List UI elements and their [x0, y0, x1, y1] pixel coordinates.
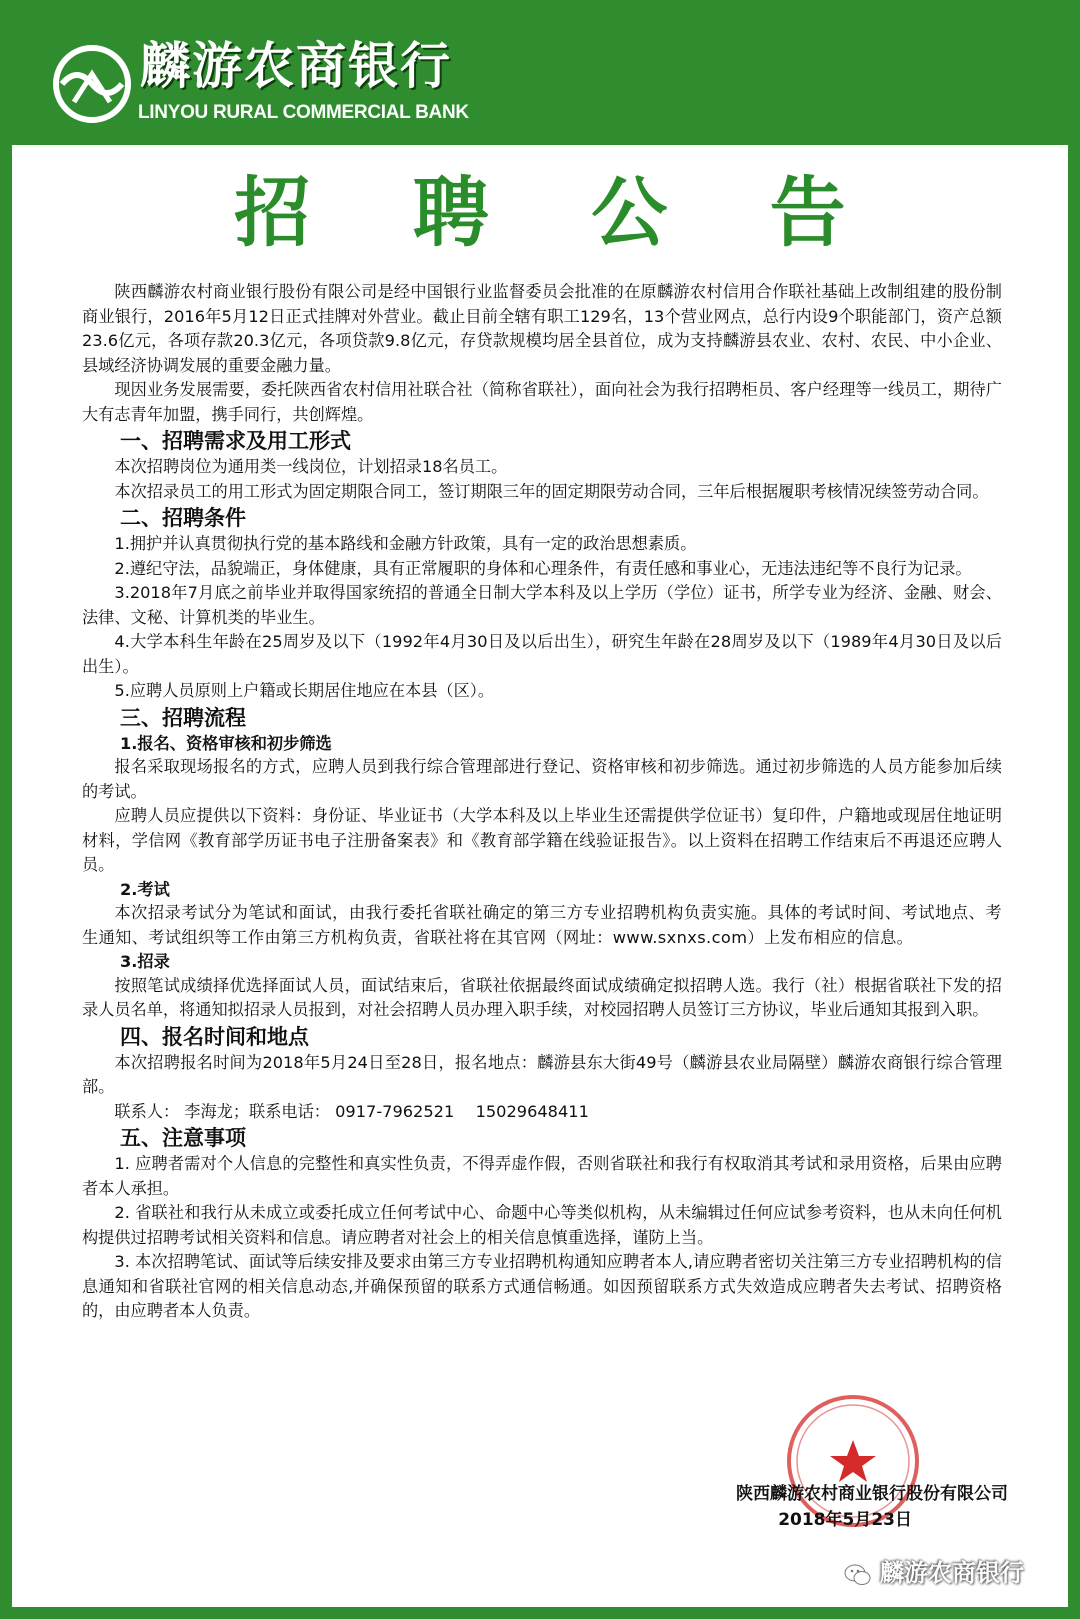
signature-date: 2018年5月23日 — [778, 1510, 912, 1530]
paragraph: 2. 省联社和我行从未成立或委托成立任何考试中心、命题中心等类似机构，从未编辑过任何应试参考资料，也从未向任何机构提供过招聘考试相关资料和信息。请应聘者对社会上的相关信息慎重选择，谨防上当。 — [82, 1203, 1002, 1247]
paragraph: 1.拥护并认真贯彻执行党的基本路线和金融方针政策，具有一定的政治思想素质。 — [114, 534, 697, 553]
paragraph: 本次招聘报名时间为2018年5月24日至28日，报名地点：麟游县东大街49号（麟游县农业局隔壁）麟游农商银行综合管理部。 — [82, 1052, 1002, 1096]
signature-company: 陕西麟游农村商业银行股份有限公司 — [736, 1484, 1008, 1504]
brand-name-en: LINYOU RURAL COMMERCIAL BANK — [138, 102, 469, 123]
paragraph: 2.遵纪守法，品貌端正，身体健康，具有正常履职的身体和心理条件，有责任感和事业心，无违法违纪等不良行为记录。 — [114, 558, 972, 578]
bank-logo-icon — [52, 44, 132, 124]
paragraph: 4.大学本科生年龄在25周岁及以下（1992年4月30日及以后出生），研究生年龄在28周岁及以下（1989年4月30日及以后出生）。 — [82, 632, 1002, 676]
announcement-body — [82, 280, 1002, 1324]
bottom-border — [0, 1607, 1080, 1619]
intro-paragraph: 现因业务发展需要，委托陕西省农村信用社联合社（简称省联社），面向社会为我行招聘柜员、客户经理等一线员工，期待广大有志青年加盟，携手同行，共创辉煌。 — [82, 380, 1002, 424]
page-title: 招 聘 公 告 — [234, 168, 884, 257]
subsection-heading: 2.考试 — [120, 879, 170, 899]
paragraph: 5.应聘人员原则上户籍或长期居住地应在本县（区）。 — [114, 681, 495, 700]
paragraph: 报名采取现场报名的方式，应聘人员到我行综合管理部进行登记、资格审核和初步筛选。通过初步筛选的人员方能参加后续的考试。 — [82, 757, 1002, 801]
paragraph: 本次招录考试分为笔试和面试，由我行委托省联社确定的第三方专业招聘机构负责实施。具体的考试时间、考试地点、考生通知、考试组织等工作由第三方机构负责，省联社将在其官网（网址：www.sxnxs.com）上发布相应的信息。 — [82, 903, 1002, 947]
section-heading-4: 四、报名时间和地点 — [120, 1024, 309, 1049]
paragraph: 按照笔试成绩择优选择面试人员，面试结束后，省联社依据最终面试成绩确定拟招聘人选。我行（社）根据省联社下发的招录人员名单，将通知拟招录人员报到，对社会招聘人员办理入职手续，对校园招聘人员签订三方协议，毕业后通知其报到入职。 — [82, 975, 1002, 1019]
paragraph: 本次招聘岗位为通用类一线岗位，计划招录18名员工。 — [114, 457, 508, 476]
contact-info: 联系人： 李海龙；联系电话： 0917-7962521 15029648411 — [114, 1101, 589, 1121]
subsection-heading: 3.招录 — [120, 952, 170, 971]
watermark-text: 麟游农商银行 — [880, 1559, 1024, 1587]
paragraph: 3.2018年7月底之前毕业并取得国家统招的普通全日制大学本科及以上学历（学位）证书，所学专业为经济、金融、财会、法律、文秘、计算机类的毕业生。 — [82, 583, 1002, 627]
brand-name-cn: 麟游农商银行 — [140, 37, 452, 95]
paragraph: 应聘人员应提供以下资料：身份证、毕业证书（大学本科及以上毕业生还需提供学位证书）复印件，户籍地或现居住地证明材料，学信网《教育部学历证书电子注册备案表》和《教育部学籍在线验证报告》。以上资料在招聘工作结束后不再退还应聘人员。 — [82, 806, 1002, 874]
wechat-icon — [843, 1560, 873, 1590]
subsection-heading: 1.报名、资格审核和初步筛选 — [120, 733, 332, 753]
section-heading-2: 二、招聘条件 — [120, 506, 246, 530]
intro-paragraph: 陕西麟游农村商业银行股份有限公司是经中国银行业监督委员会批准的在原麟游农村信用合作联社基础上改制组建的股份制商业银行，2016年5月12日正式挂牌对外营业。截止目前全辖有职工129名，13个营业网点，总行内设9个职能部门，资产总额23.6亿元，各项存款20.3亿元，各项贷款9.8亿元，存贷款规模均居全县首位，成为支持麟游县农业、农村、农民、中小企业、县域经济协调发展的重要金融力量。 — [82, 282, 1002, 375]
paragraph: 本次招录员工的用工形式为固定期限合同工，签订期限三年的固定期限劳动合同，三年后根据履职考核情况续签劳动合同。 — [114, 481, 989, 501]
signature-block — [736, 1481, 1008, 1533]
section-heading-5: 五、注意事项 — [120, 1126, 246, 1150]
paragraph: 3. 本次招聘笔试、面试等后续安排及要求由第三方专业招聘机构通知应聘者本人,请应聘者密切关注第三方专业招聘机构的信息通知和省联社官网的相关信息动态,并确保预留的联系方式通信畅通。如因预留联系方式失效造成应聘者失去考试、招聘资格的，由应聘者本人负责。 — [82, 1252, 1002, 1320]
section-heading-3: 三、招聘流程 — [120, 705, 246, 730]
paragraph: 1. 应聘者需对个人信息的完整性和真实性负责，不得弄虚作假，否则省联社和我行有权取消其考试和录用资格，后果由应聘者本人承担。 — [82, 1154, 1002, 1198]
section-heading-1: 一、招聘需求及用工形式 — [120, 429, 351, 453]
